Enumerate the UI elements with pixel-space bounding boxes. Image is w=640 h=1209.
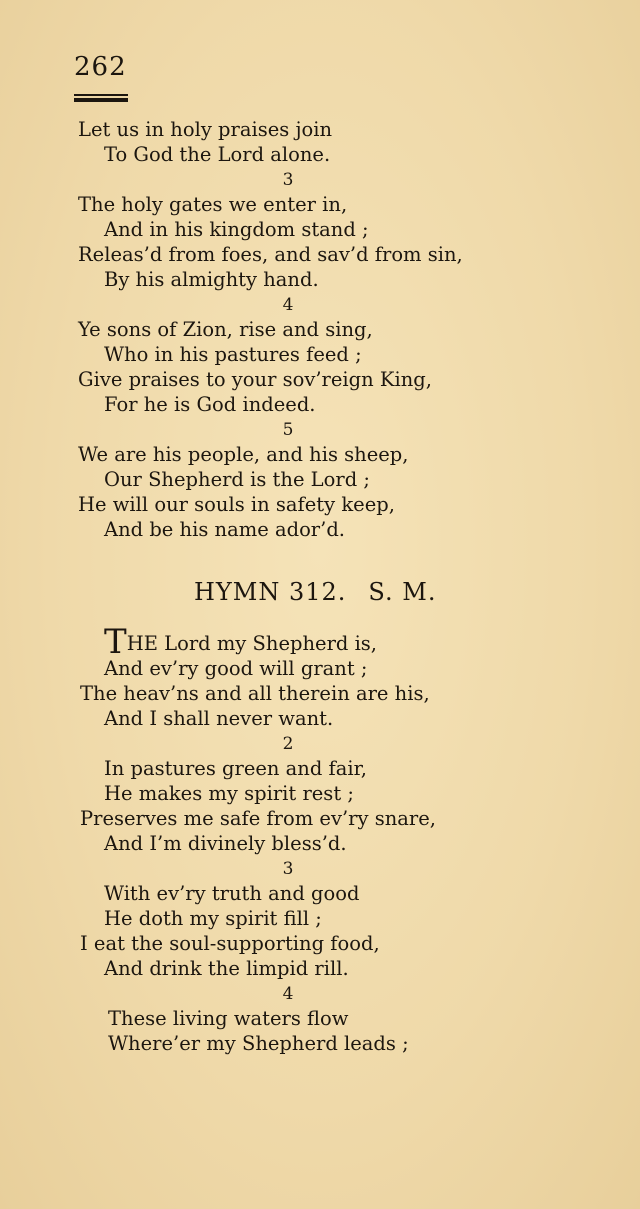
verse-line: Let us in holy praises join — [78, 118, 333, 141]
verse-line: And ev’ry good will grant ; — [104, 657, 368, 680]
stanza-number: 4 — [282, 295, 294, 315]
verse-line: And in his kingdom stand ; — [104, 218, 369, 241]
stanza-number: 2 — [282, 734, 294, 754]
verse-line-first — [104, 622, 378, 662]
verse-line: To God the Lord alone. — [104, 143, 331, 166]
first-line-text: HE Lord my Shepherd is, — [126, 632, 378, 655]
verse-line: And I shall never want. — [104, 707, 334, 730]
verse-line: Our Shepherd is the Lord ; — [104, 468, 370, 491]
stanza-number: 3 — [282, 170, 294, 190]
verse-line: With ev’ry truth and good — [104, 882, 360, 905]
verse-line: The heav’ns and all therein are his, — [80, 682, 430, 705]
verse-line: He will our souls in safety keep, — [78, 493, 395, 516]
verse-line: Where’er my Shepherd leads ; — [108, 1032, 409, 1055]
hymn-meter: S. M. — [368, 578, 437, 606]
verse-line: He doth my spirit fill ; — [104, 907, 322, 930]
verse-line: Releas’d from foes, and sav’d from sin, — [78, 243, 463, 266]
verse-line: And be his name ador’d. — [104, 518, 346, 541]
verse-line: And I’m divinely bless’d. — [104, 832, 347, 855]
verse-line: We are his people, and his sheep, — [78, 443, 409, 466]
verse-line: He makes my spirit rest ; — [104, 782, 354, 805]
page-number: 262 — [74, 52, 127, 82]
stanza-number: 5 — [282, 420, 294, 440]
stanza-number: 3 — [282, 859, 294, 879]
drop-cap: T — [104, 622, 127, 662]
verse-line: Preserves me safe from ev’ry snare, — [80, 807, 436, 830]
verse-line: In pastures green and fair, — [104, 757, 368, 780]
verse-line: I eat the soul-supporting food, — [80, 932, 380, 955]
verse-line: By his almighty hand. — [104, 268, 319, 291]
verse-line: Ye sons of Zion, rise and sing, — [78, 318, 373, 341]
verse-line: And drink the limpid rill. — [104, 957, 349, 980]
verse-line: Who in his pastures feed ; — [104, 343, 362, 366]
hymn-title — [194, 578, 436, 606]
verse-line: Give praises to your sov’reign King, — [78, 368, 432, 391]
hymn-number: HYMN 312. — [194, 578, 347, 606]
verse-line: These living waters flow — [108, 1007, 349, 1030]
header-rule — [74, 94, 128, 102]
verse-line: The holy gates we enter in, — [78, 193, 348, 216]
verse-line: For he is God indeed. — [104, 393, 316, 416]
stanza-number: 4 — [282, 984, 294, 1004]
